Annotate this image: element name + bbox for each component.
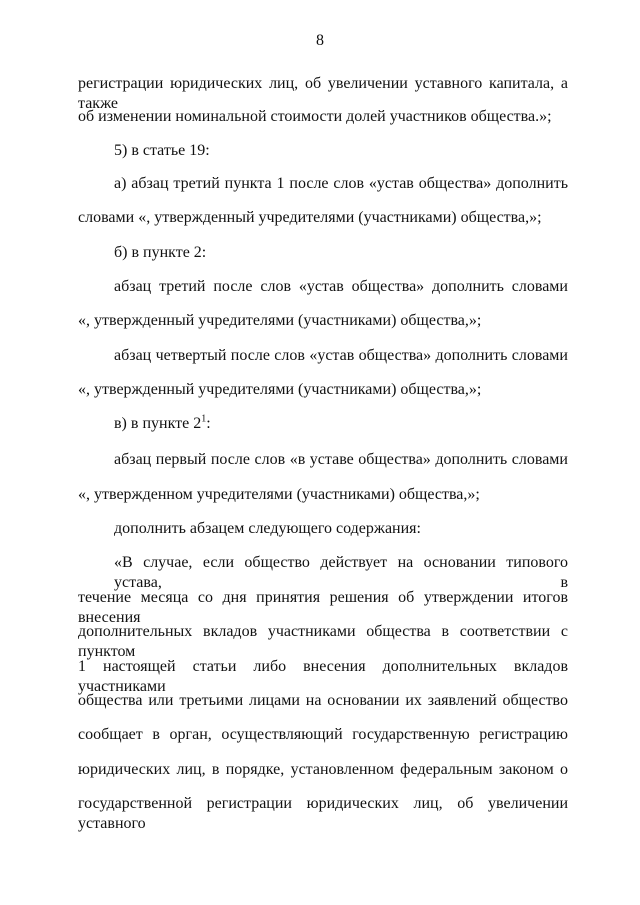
text-line: абзац четвертый после слов «устав общества» дополнить словами (114, 347, 568, 364)
text-line: словами «, утвержденный учредителями (участниками) общества,»; (78, 209, 542, 226)
text-line: общества или третьими лицами на основании их заявлений общество (78, 692, 568, 709)
subsection-heading-text: в) в пункте 2 (114, 415, 202, 432)
text-line: «, утвержденный учредителями (участниками) общества,»; (78, 381, 482, 398)
superscript: 1 (201, 413, 207, 425)
text-line: сообщает в орган, осуществляющий государственную регистрацию (78, 726, 568, 743)
subsection-heading (114, 414, 568, 434)
page-number: 8 (316, 32, 324, 49)
text-line: дополнительных вкладов участниками общества в соответствии с пунктом (78, 623, 568, 660)
text-line: об изменении номинальной стоимости долей участников общества.»; (78, 108, 552, 125)
text-line: абзац третий после слов «устав общества» дополнить словами (114, 278, 568, 295)
subsection-heading: б) в пункте 2: (114, 244, 207, 261)
text-line: «, утвержденном учредителями (участниками) общества,»; (78, 486, 480, 503)
text-line: «В случае, если общество действует на основании типового устава, в (114, 554, 568, 591)
section-heading: 5) в статье 19: (114, 142, 210, 159)
text-line: абзац первый после слов «в уставе общества» дополнить словами (114, 451, 568, 468)
text-line: а) абзац третий пункта 1 после слов «устав общества» дополнить (114, 175, 568, 192)
text-line: 1 настоящей статьи либо внесения дополнительных вкладов участниками (78, 658, 568, 695)
heading-colon: : (206, 415, 211, 432)
text-line: юридических лиц, в порядке, установленном федеральным законом о (78, 761, 568, 778)
text-line: течение месяца со дня принятия решения об утверждении итогов внесения (78, 589, 568, 626)
text-line: регистрации юридических лиц, об увеличении уставного капитала, а также (78, 75, 568, 112)
text-line: государственной регистрации юридических лиц, об увеличении уставного (78, 795, 568, 832)
text-line: дополнить абзацем следующего содержания: (114, 520, 421, 537)
text-line: «, утвержденный учредителями (участниками) общества,»; (78, 312, 482, 329)
